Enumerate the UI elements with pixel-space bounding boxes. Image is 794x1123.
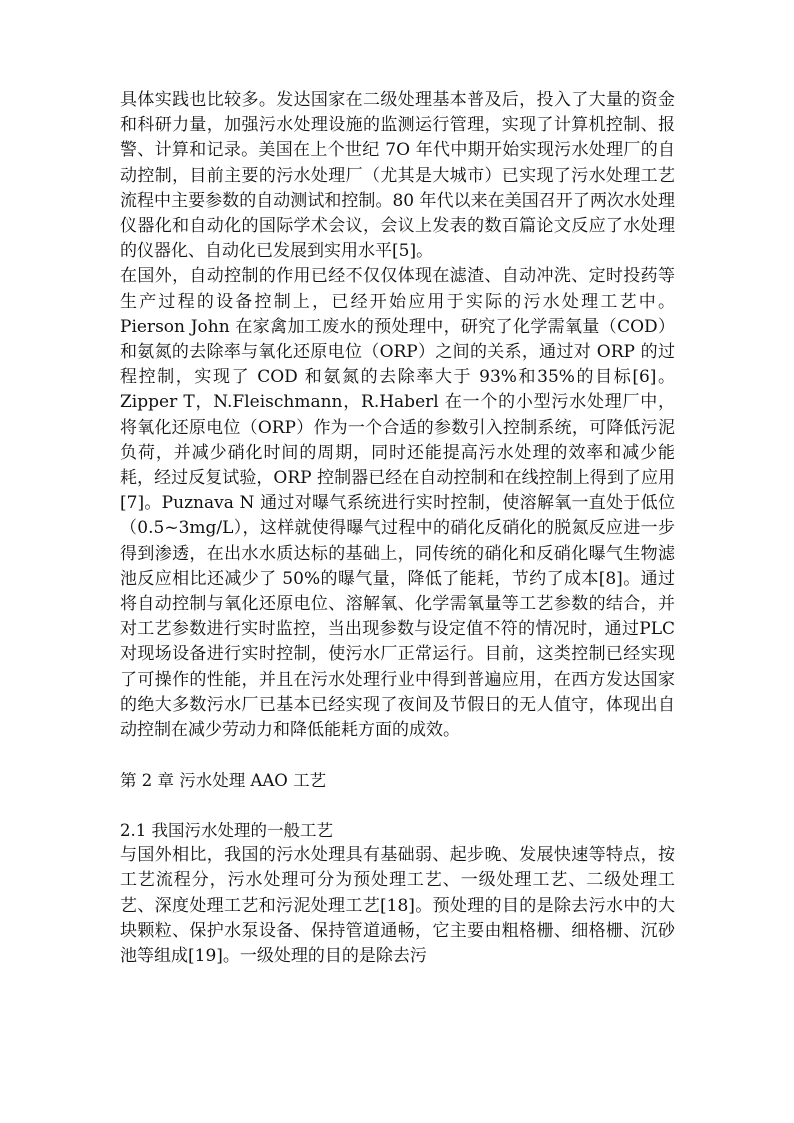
section-heading: 2.1 我国污水处理的一般工艺	[120, 821, 333, 841]
paragraph-intro: 具体实践也比较多。发达国家在二级处理基本普及后，投入了大量的资金和科研力量，加强污水处理设施的监测运行管理，实现了计算机控制、报警、计算和记录。美国在上个世纪 7O 年代中期开始实现污水处理厂的自动控制，目前主要的污水处理厂（尤其是大城市）已实现了污水处理工艺流程中主要参数的自动测试和控制。80 年代以来在美国召开了两次水处理仪器化和自动化的国际学术会议，会议上发表的数百篇论文反应了水处理的仪器化、自动化已发展到实用水平[5]。	[120, 90, 675, 262]
paragraph-foreign-control: 在国外，自动控制的作用已经不仅仅体现在滤渣、自动冲洗、定时投药等生产过程的设备控制上，已经开始应用于实际的污水处理工艺中。Pierson John 在家禽加工废水的预处理中，研究了化学需氧量（COD）和氨氮的去除率与氧化还原电位（ORP）之间的关系，通过对 ORP 的过程控制，实现了 COD 和氨氮的去除率大于 93%和35%的目标[6]。Zipper T，N.Fleischmann，R.Haberl 在一个的小型污水处理厂中，将氧化还原电位（ORP）作为一个合适的参数引入控制系统，可降低污泥负荷，并减少硝化时间的周期，同时还能提高污水处理的效率和减少能耗，经过反复试验，ORP 控制器已经在自动控制和在线控制上得到了应用[7]。Puznava N 通过对曝气系统进行实时控制，使溶解氧一直处于低位（0.5~3mg/L），这样就使得曝气过程中的硝化反硝化的脱氮反应进一步得到渗透，在出水水质达标的基础上，同传统的硝化和反硝化曝气生物滤池反应相比还减少了 50%的曝气量，降低了能耗，节约了成本[8]。通过将自动控制与氧化还原电位、溶解氧、化学需氧量等工艺参数的结合，并对工艺参数进行实时监控，当出现参数与设定值不符的情况时，通过PLC 对现场设备进行实时控制，使污水厂正常运行。目前，这类控制已经实现了可操作的性能，并且在污水处理行业中得到普遍应用，在西方发达国家的绝大多数污水厂已基本已经实现了夜间及节假日的无人值守，体现出自动控制在减少劳动力和降低能耗方面的成效。	[120, 266, 675, 741]
document-page	[120, 88, 675, 969]
chapter-heading: 第 2 章 污水处理 AAO 工艺	[120, 771, 327, 791]
paragraph-domestic-process: 与国外相比，我国的污水处理具有基础弱、起步晚、发展快速等特点，按工艺流程分，污水处理可分为预处理工艺、一级处理工艺、二级处理工艺、深度处理工艺和污泥处理工艺[18]。预处理的目的是除去污水中的大块颗粒、保护水泵设备、保持管道通畅，它主要由粗格栅、细格栅、沉砂池等组成[19]。一级处理的目的是除去污	[120, 845, 675, 967]
